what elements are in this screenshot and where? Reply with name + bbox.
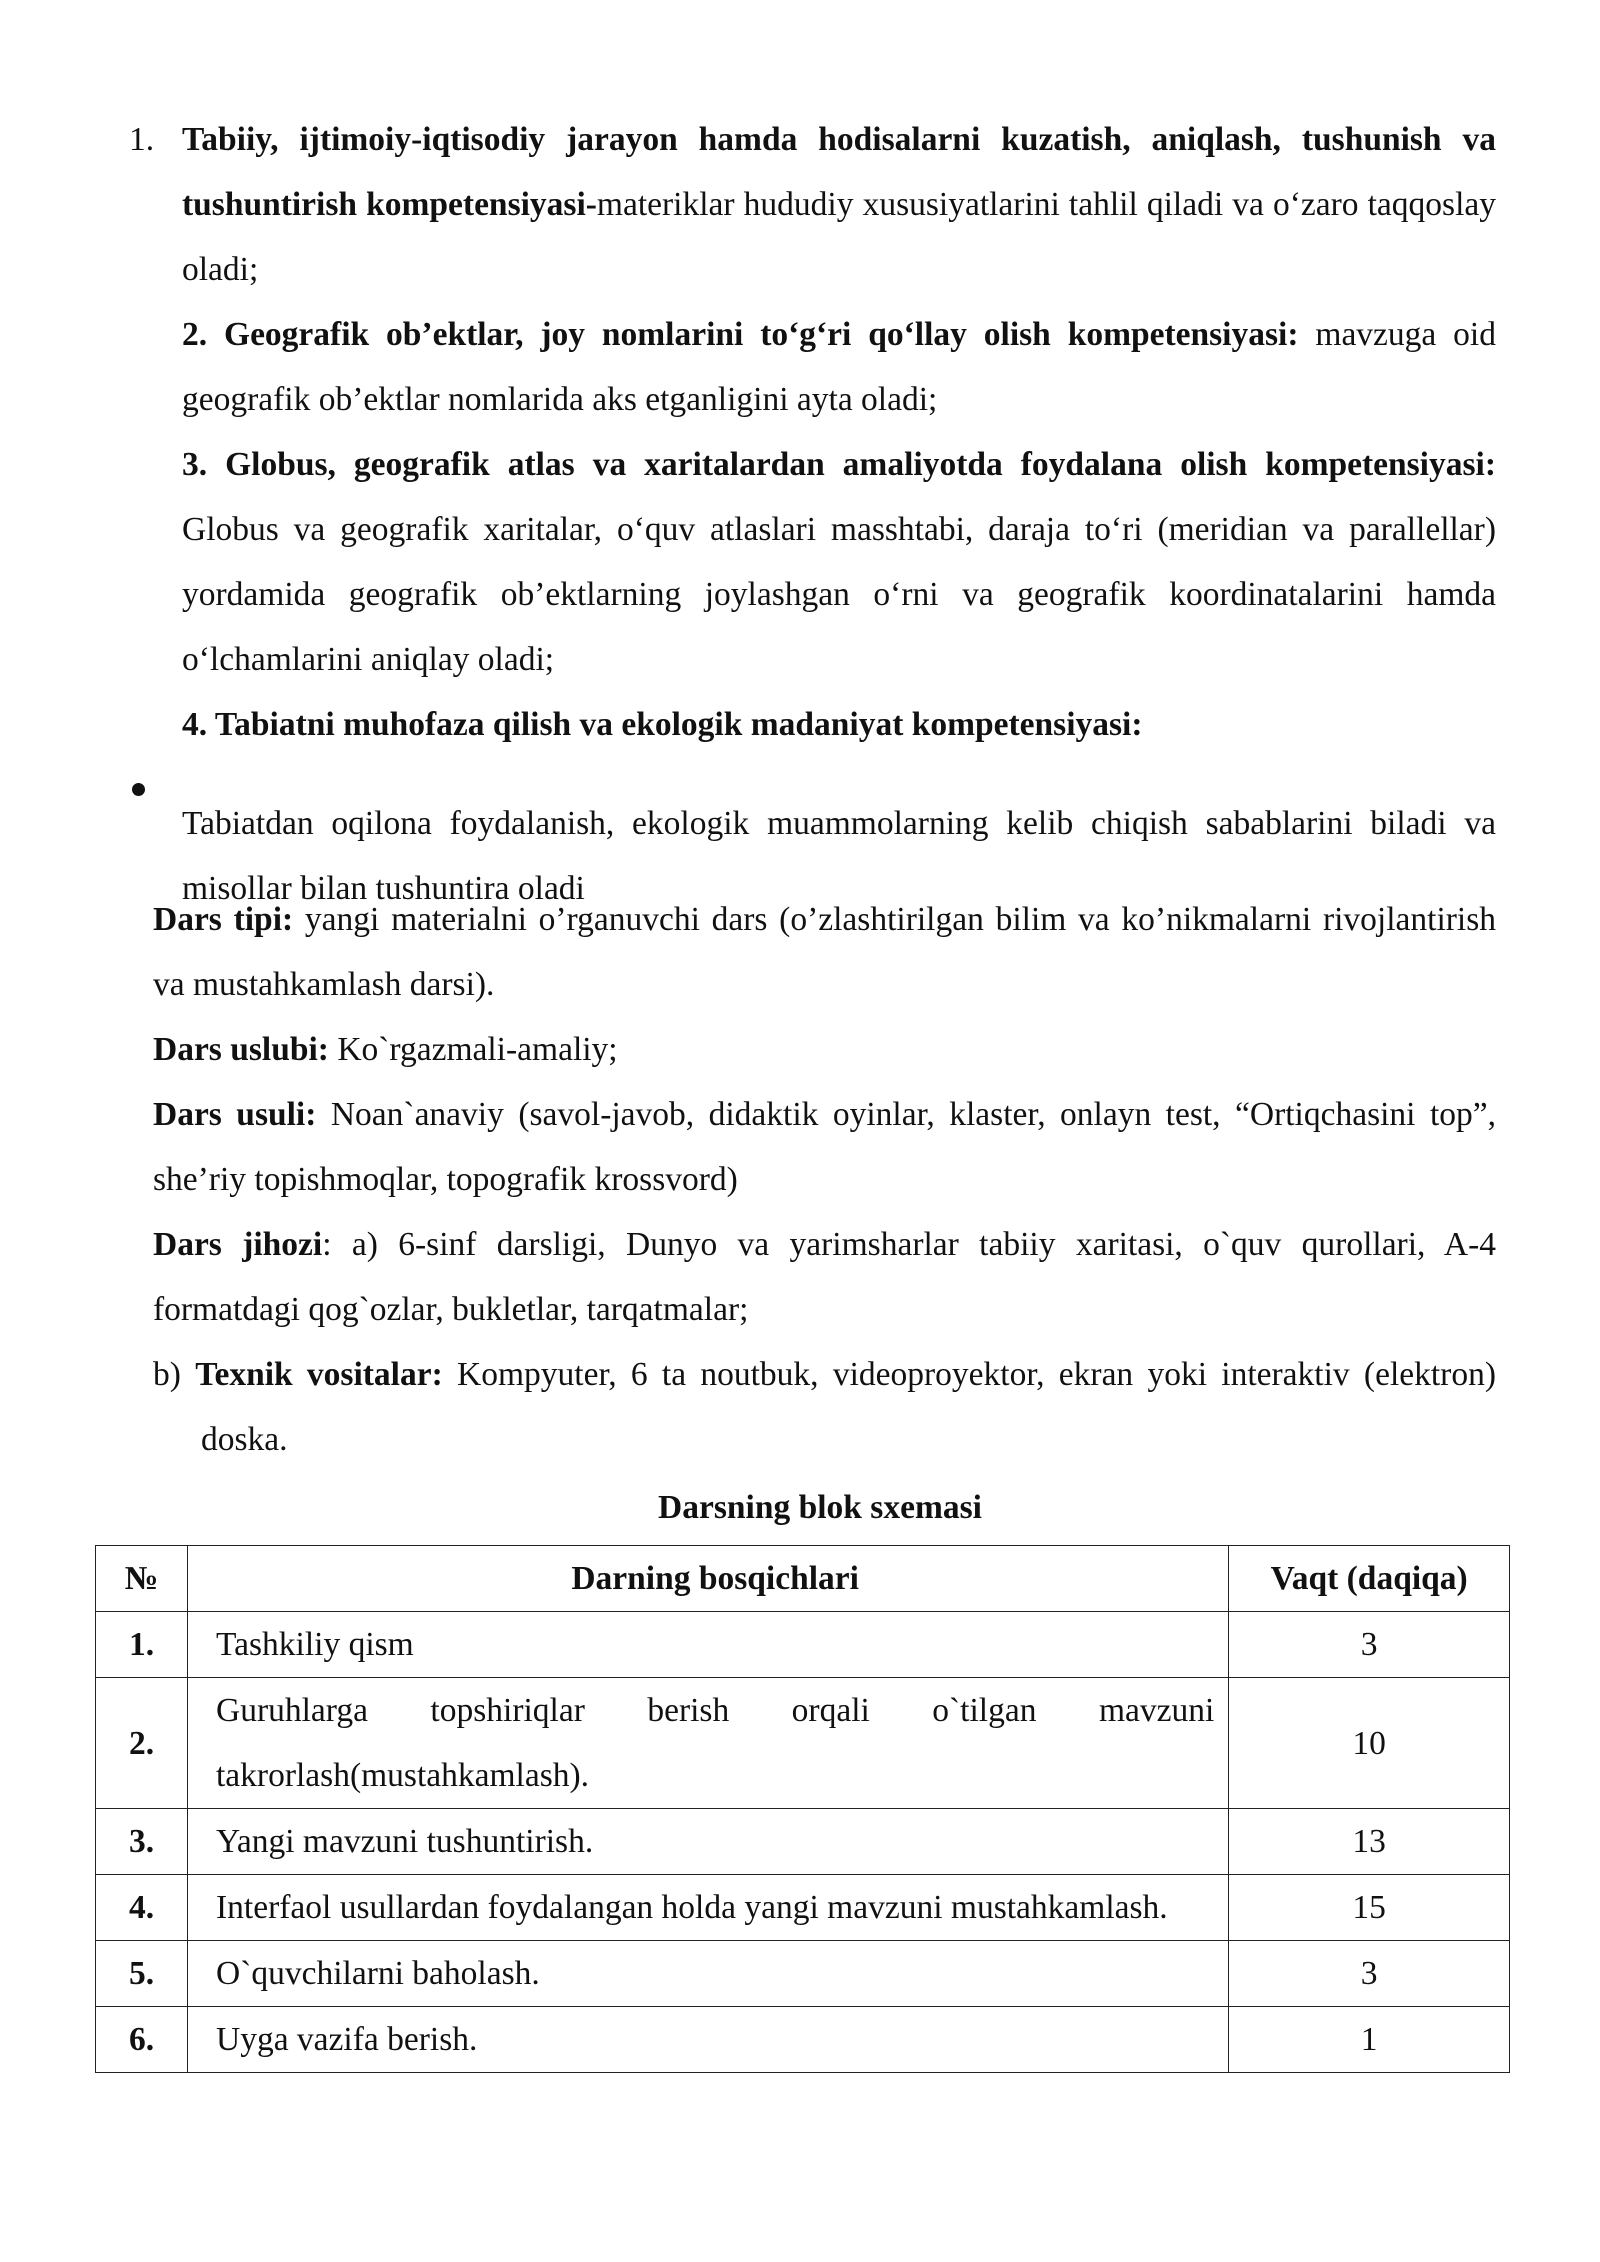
lesson-type-label: Dars tipi: (153, 901, 294, 938)
lesson-type-text: yangi materialni o’rganuvchi dars (o’zlashtirilgan bilim va ko’nikmalarni rivojlantirish va mustahkamlash darsi). (153, 901, 1497, 1003)
lesson-style-text: Ko`rgazmali-amaliy; (328, 1031, 618, 1068)
competency-2 (182, 302, 1496, 432)
competency-1 (129, 107, 1497, 302)
table-row (96, 1678, 1510, 1809)
lesson-method-label: Dars usuli: (153, 1096, 317, 1133)
table-caption: Darsning blok sxemasi (658, 1489, 982, 1526)
row-time: 1 (1229, 2007, 1510, 2073)
row-number: 3. (96, 1809, 188, 1875)
bullet-text: Tabiatdan oqilona foydalanish, ekologik muammolarning kelib chiqish sabablarini biladi va misollar bilan tushuntira oladi (182, 804, 1496, 907)
competency-3-text: Globus va geografik xaritalar, o‘quv atlaslari masshtabi, daraja to‘ri (meridian va parallellar) yordamida geografik ob’ektlarning joylashgan o‘rni va geografik koordinatalarini hamda o‘lchamlarini aniqlay oladi; (182, 511, 1496, 678)
row-stage: Guruhlarga topshiriqlar berish orqali o`tilgan mavzuni takrorlash(mustahkamlash). (188, 1678, 1229, 1809)
lesson-equipment-text: : a) 6-sinf darsligi, Dunyo va yarimsharlar tabiiy xaritasi, o`quv qurollari, A-4 formatdagi qog`ozlar, bukletlar, tarqatmalar; (153, 1226, 1497, 1328)
header-time: Vaqt (daqiqa) (1229, 1546, 1510, 1612)
row-time: 10 (1229, 1678, 1510, 1809)
lesson-style-label: Dars uslubi: (153, 1031, 329, 1068)
lesson-style (153, 1017, 1496, 1082)
row-stage: Interfaol usullardan foydalangan holda yangi mavzuni mustahkamlash. (188, 1875, 1229, 1941)
row-number: 2. (96, 1678, 188, 1809)
table-row (96, 1875, 1510, 1941)
lesson-method (153, 1082, 1496, 1212)
competency-4 (182, 692, 1496, 757)
lesson-equipment-label: Dars jihozi (153, 1226, 323, 1263)
lesson-equipment (153, 1212, 1496, 1342)
lesson-tech-prefix: b) (153, 1356, 196, 1393)
row-time: 13 (1229, 1809, 1510, 1875)
lesson-method-text: Noan`anaviy (savol-javob, didaktik oyinlar, klaster, onlayn test, “Ortiqchasini top”, she’riy topishmoqlar, topografik krossvord) (153, 1096, 1497, 1198)
row-time: 15 (1229, 1875, 1510, 1941)
header-number: № (96, 1546, 188, 1612)
header-stages: Darning bosqichlari (188, 1546, 1229, 1612)
row-number: 1. (96, 1612, 188, 1678)
competency-4-title: 4. Tabiatni muhofaza qilish va ekologik madaniyat kompetensiyasi: (182, 706, 1143, 743)
table-row (96, 1941, 1510, 2007)
row-number: 5. (96, 1941, 188, 2007)
competency-1-text: materiklar hududiy xususiyatlarini tahlil qiladi va o‘zaro taqqoslay oladi; (182, 186, 1497, 288)
lesson-type (153, 887, 1496, 1017)
competency-3 (182, 432, 1496, 692)
row-number: 6. (96, 2007, 188, 2073)
row-stage: O`quvchilarni baholash. (188, 1941, 1229, 2007)
lesson-tech-label: Texnik vositalar: (195, 1356, 443, 1393)
table-row (96, 1809, 1510, 1875)
bullet-icon (132, 783, 145, 796)
table-row (96, 1612, 1510, 1678)
table-header-row (96, 1546, 1510, 1612)
row-number: 4. (96, 1875, 188, 1941)
row-stage: Uyga vazifa berish. (188, 2007, 1229, 2073)
row-time: 3 (1229, 1941, 1510, 2007)
table-row (96, 2007, 1510, 2073)
lesson-tech (153, 1342, 1496, 1472)
competency-2-text: mavzuga oid geografik ob’ektlar nomlarida aks etganligini ayta oladi; (182, 316, 1496, 418)
competency-1-number: 1. (129, 121, 155, 158)
row-stage: Tashkiliy qism (188, 1612, 1229, 1678)
competency-1-title: Tabiiy, ijtimoiy-iqtisodiy jarayon hamda hodisalarni kuzatish, aniqlash, tushunish va tushuntirish kompetensiyasi- (182, 121, 1496, 223)
lesson-block-table (95, 1545, 1510, 2073)
row-time: 3 (1229, 1612, 1510, 1678)
lesson-tech-text: Kompyuter, 6 ta noutbuk, videoproyektor, ekran yoki interaktiv (elektron) doska. (201, 1356, 1496, 1458)
competency-3-title: 3. Globus, geografik atlas va xaritalardan amaliyotda foydalana olish kompetensiyasi: (182, 446, 1496, 483)
competency-2-title: 2. Geografik ob’ektlar, joy nomlarini to‘g‘ri qo‘llay olish kompetensiyasi: (182, 316, 1299, 353)
row-stage: Yangi mavzuni tushuntirish. (188, 1809, 1229, 1875)
